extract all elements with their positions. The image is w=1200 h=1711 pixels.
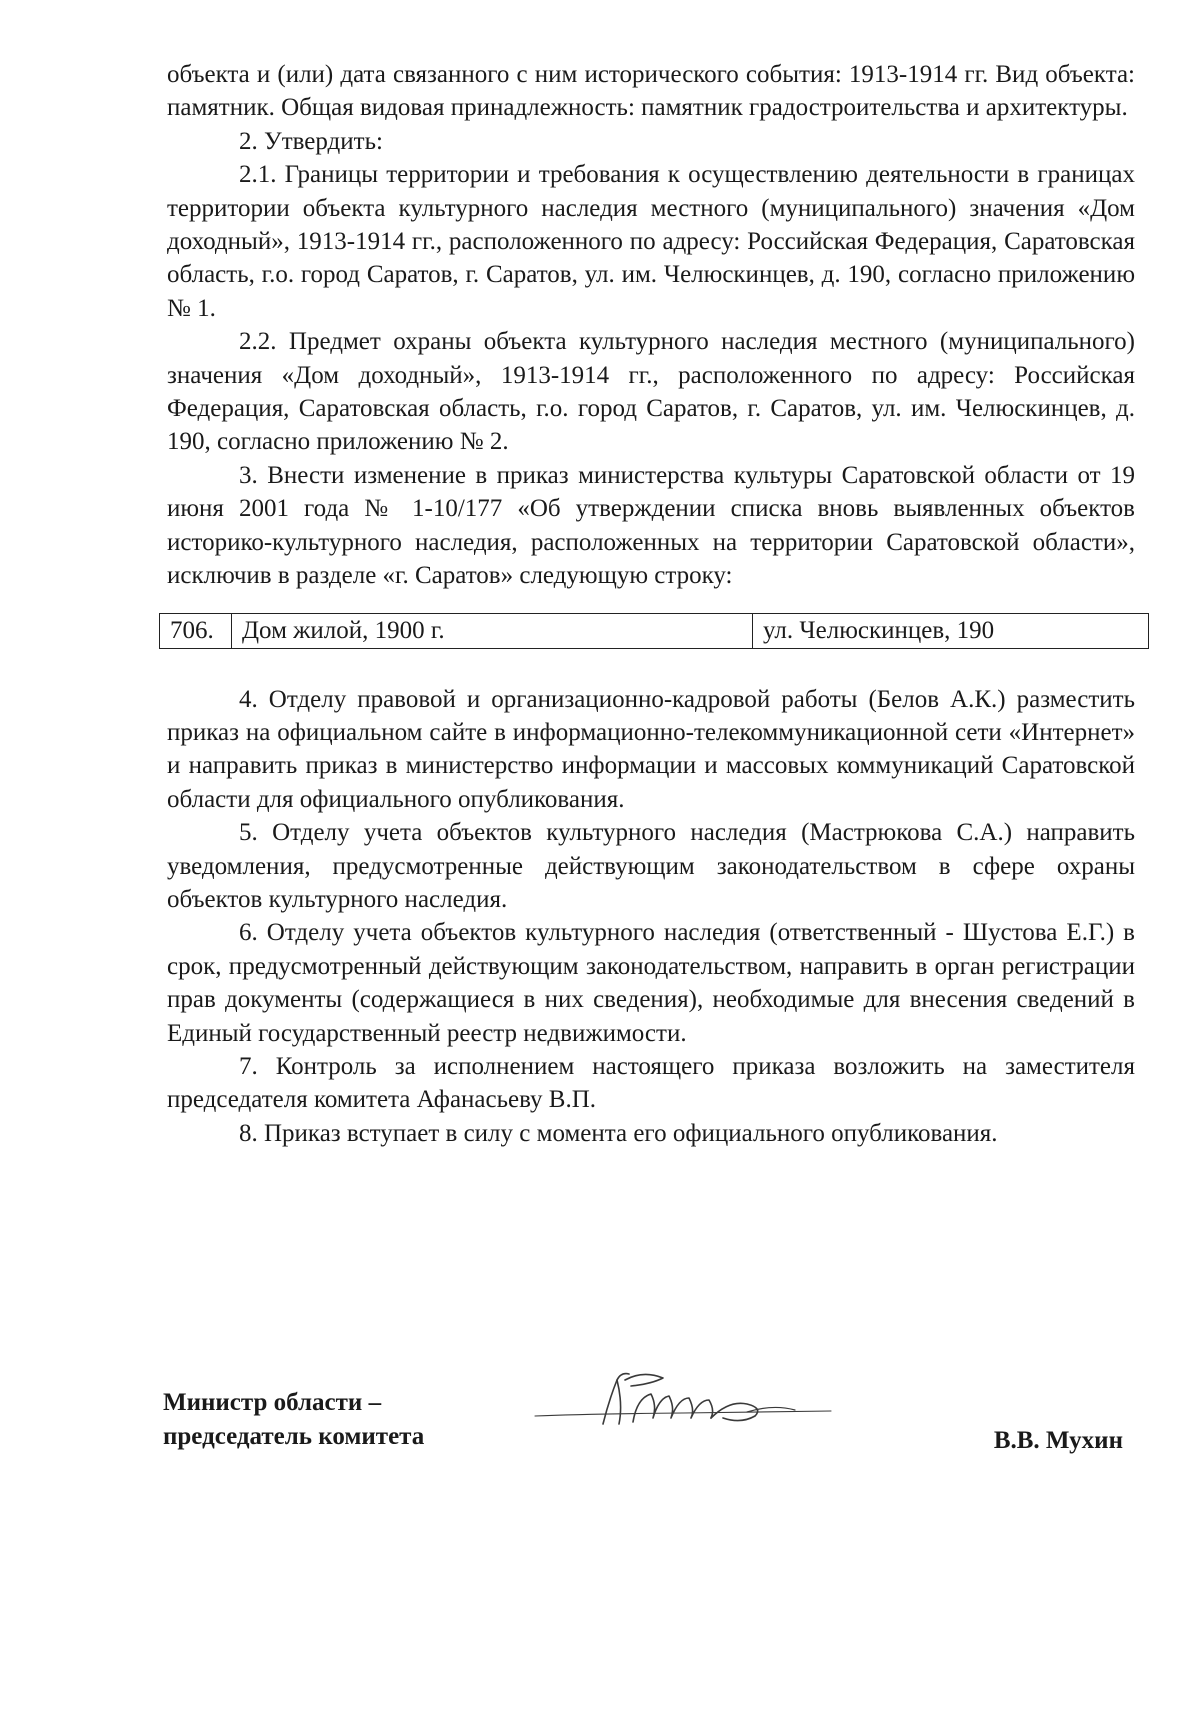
- signatory-title-line-1: Министр области –: [163, 1389, 382, 1416]
- paragraph-8: 8. Приказ вступает в силу с момента его официального опубликования.: [239, 1119, 998, 1147]
- signature-strokes: [535, 1374, 831, 1424]
- paragraph-3: 3. Внести изменение в приказ министерства культуры Саратовской области от 19 июня 2001 года № 1-10/177 «Об утверждении списка вновь выявленных объектов историко-культурного наследия, расположенных на территории Саратовской области», исключив в разделе «г. Саратов» следующую строку:: [167, 461, 1135, 590]
- document-body: [167, 58, 1135, 1150]
- paragraph-object-date: объекта и (или) дата связанного с ним исторического события: 1913-1914 гг. Вид объекта: памятник. Общая видовая принадлежность: памятник градостроительства и архитектуры.: [167, 61, 1135, 122]
- paragraph-5: 5. Отделу учета объектов культурного наследия (Мастрюкова С.А.) направить уведомления, предусмотренные действующим законодательством в сфере охраны объектов культурного наследия.: [167, 819, 1135, 913]
- paragraph-6: 6. Отделу учета объектов культурного наследия (ответственный - Шустова Е.Г.) в срок, предусмотренный действующим законодательством, направить в орган регистрации прав документы (содержащиеся в них сведения), необходимые для внесения сведений в Единый государственный реестр недвижимости.: [167, 919, 1135, 1047]
- handwritten-signature: [533, 1364, 833, 1444]
- paragraph-2-2: 2.2. Предмет охраны объекта культурного наследия местного (муниципального) значения «Дом доходный», 1913-1914 гг., расположенного по адресу: Российская Федерация, Саратовская область, г.о. город Саратов, г. Саратов, ул. им. Челюскинцев, д. 190, согласно приложению № 2.: [167, 328, 1135, 456]
- paragraph-7: 7. Контроль за исполнением настоящего приказа возложить на заместителя председателя комитета Афанасьеву В.П.: [167, 1052, 1135, 1114]
- signatory-title: [163, 1386, 424, 1454]
- signatory-name: В.В. Мухин: [993, 1427, 1123, 1454]
- table-cell-address: ул. Челюскинцев, 190: [753, 613, 1149, 648]
- signatory-title-line-2: председатель комитета: [163, 1423, 425, 1450]
- signature-block: [163, 1386, 1123, 1496]
- paragraph-approve: 2. Утвердить:: [239, 127, 383, 155]
- paragraph-2-1: 2.1. Границы территории и требования к осуществлению деятельности в границах территории объекта культурного наследия местного (муниципального) значения «Дом доходный», 1913-1914 гг., расположенного по адресу: Российская Федерация, Саратовская область, г.о. город Саратов, г. Саратов, ул. им. Челюскинцев, д. 190, согласно приложению № 1.: [167, 161, 1135, 322]
- excluded-row-table-wrapper: [159, 613, 1135, 649]
- excluded-row-table: [159, 613, 1149, 649]
- paragraph-4: 4. Отделу правовой и организационно-кадровой работы (Белов А.К.) разместить приказ на официальном сайте в информационно-телекоммуникационной сети «Интернет» и направить приказ в министерство информации и массовых коммуникаций Саратовской области для официального опубликования.: [167, 685, 1135, 813]
- table-cell-name: Дом жилой, 1900 г.: [232, 613, 753, 648]
- table-row: [160, 613, 1149, 648]
- table-cell-number: 706.: [160, 613, 232, 648]
